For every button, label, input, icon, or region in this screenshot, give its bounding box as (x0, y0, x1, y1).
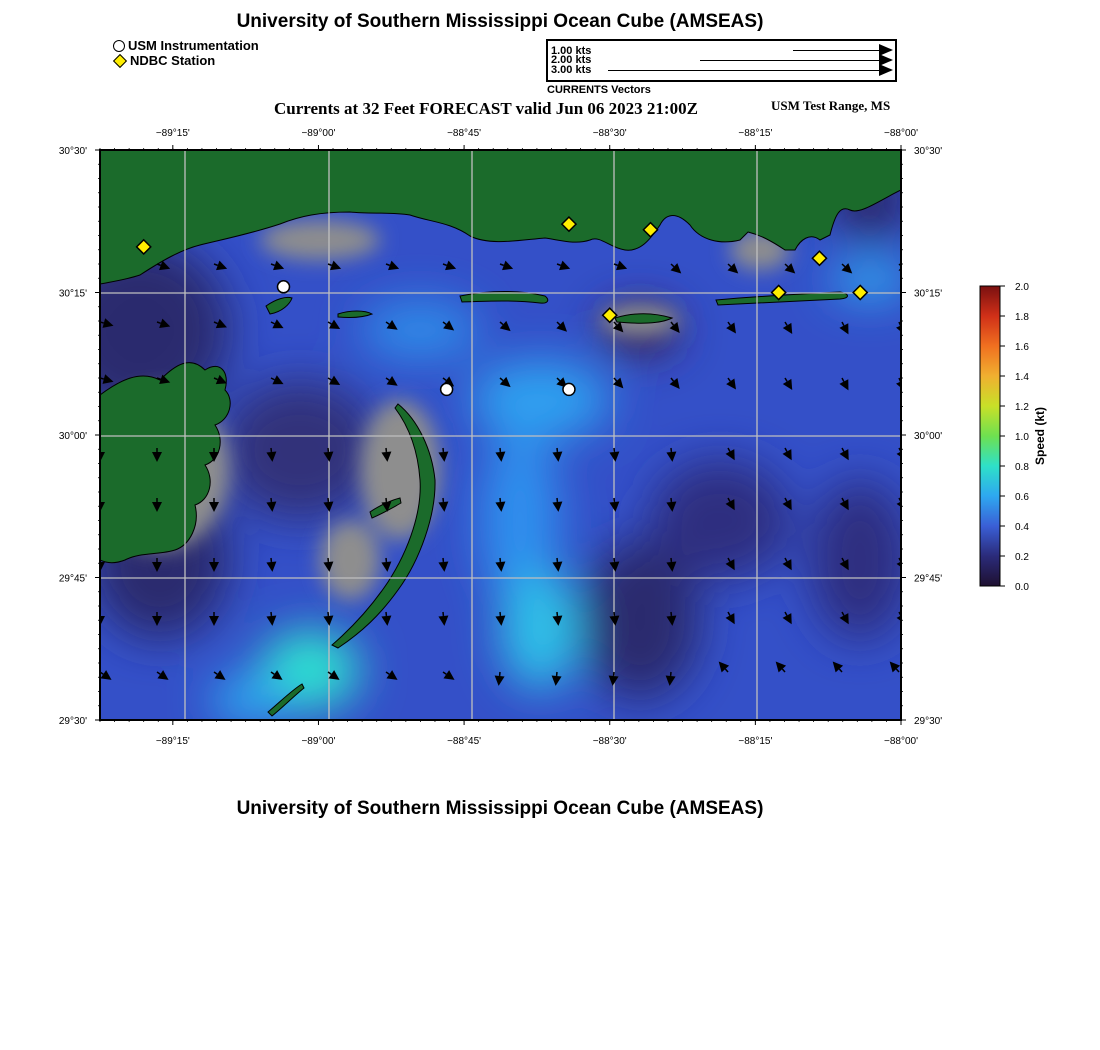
usm-instrument-marker-icon (278, 281, 290, 293)
colorbar-tick-label: 1.8 (1015, 312, 1029, 323)
colorbar-tick-label: 1.0 (1015, 432, 1029, 443)
lon-tick-label-top: −88°45' (447, 128, 482, 139)
colorbar-tick-label: 2.0 (1015, 282, 1029, 293)
colorbar-tick-label: 1.2 (1015, 402, 1029, 413)
lat-tick-label-right: 30°30' (914, 146, 943, 157)
speed-field (50, 150, 910, 725)
lat-tick-label-right: 29°30' (914, 716, 943, 727)
lon-tick-label-bottom: −88°00' (884, 736, 918, 747)
usm-instrument-marker-icon (563, 383, 575, 395)
lat-tick-label-left: 29°30' (58, 716, 87, 727)
colorbar-label: Speed (kt) (1033, 406, 1047, 466)
lon-tick-label-bottom: −88°15' (738, 736, 773, 747)
footer-title: University of Southern Mississippi Ocean Cube (AMSEAS) (236, 798, 764, 819)
vector-scale-1kt: 1.00 kts (551, 45, 592, 57)
usm-instrument-marker-icon (441, 383, 453, 395)
lat-tick-label-right: 30°00' (914, 431, 943, 442)
lon-tick-label-bottom: −89°00' (301, 736, 336, 747)
legend-usm-label: USM Instrumentation (128, 38, 259, 53)
colorbar-tick-label: 0.8 (1015, 462, 1029, 473)
lon-tick-label-bottom: −88°45' (447, 736, 482, 747)
vector-scale-2kt: 2.00 kts (551, 54, 592, 66)
lat-tick-label-right: 29°45' (914, 573, 943, 585)
lon-tick-label-bottom: −89°15' (155, 736, 190, 747)
page-title: University of Southern Mississippi Ocean Cube (AMSEAS) (236, 11, 764, 32)
colorbar-tick-label: 1.4 (1015, 372, 1029, 383)
lon-tick-label-top: −89°15' (155, 128, 190, 139)
map-subtitle: Currents at 32 Feet FORECAST valid Jun 06 2023 21:00Z (274, 99, 698, 118)
colorbar-ramp (980, 286, 1000, 586)
lat-tick-label-left: 30°00' (58, 431, 87, 442)
colorbar-tick-label: 0.2 (1015, 552, 1029, 563)
vector-scale-3kt: 3.00 kts (551, 64, 592, 76)
lon-tick-label-top: −88°00' (884, 128, 918, 139)
lat-tick-label-right: 30°15' (914, 288, 943, 300)
lat-tick-label-left: 30°30' (58, 146, 87, 157)
colorbar (980, 282, 1029, 593)
lon-tick-label-bottom: −88°30' (592, 736, 627, 747)
test-range-label: USM Test Range, MS (771, 98, 891, 113)
colorbar-ticks (1000, 282, 1029, 593)
colorbar-tick-label: 0.4 (1015, 522, 1029, 533)
lat-tick-label-left: 29°45' (58, 573, 87, 585)
lon-tick-label-top: −88°15' (738, 128, 773, 139)
lon-tick-label-top: −89°00' (301, 128, 336, 139)
legend-ndbc-label: NDBC Station (130, 53, 216, 68)
colorbar-tick-label: 0.6 (1015, 492, 1029, 503)
vector-scale-caption: CURRENTS Vectors (547, 84, 651, 96)
colorbar-tick-label: 1.6 (1015, 342, 1029, 353)
colorbar-tick-label: 0.0 (1015, 582, 1029, 593)
lat-tick-label-left: 30°15' (58, 288, 87, 300)
lon-tick-label-top: −88°30' (592, 128, 627, 139)
